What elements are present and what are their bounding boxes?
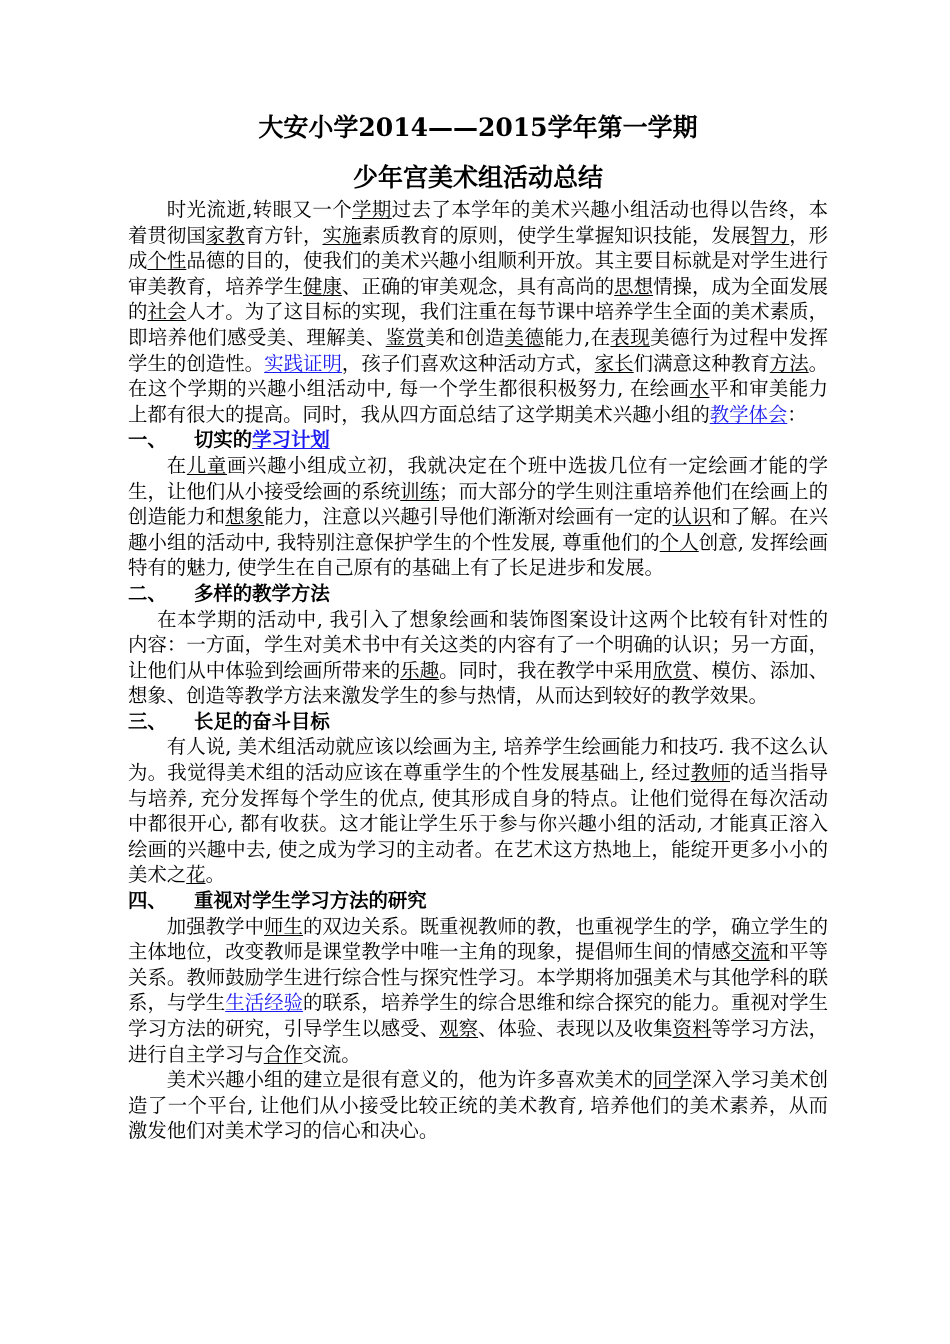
- keyword-link[interactable]: 个性: [147, 249, 187, 273]
- keyword-link[interactable]: 学期: [352, 198, 392, 221]
- section-number: 三、: [128, 709, 167, 733]
- document-page: [128, 112, 828, 1144]
- keyword-link[interactable]: 智力: [750, 223, 790, 247]
- text-run: 和了解。在兴趣小组的活动中, 我特别注意保护学生的个性发展, 尊重他们的: [128, 505, 829, 554]
- keyword-link[interactable]: 健康: [303, 274, 342, 298]
- keyword-link[interactable]: 交流: [730, 940, 770, 964]
- text-run: 、模仿、添加、想象、创造等教学方法来激发学生的参与热情，从而达到较好的教学效果。: [128, 658, 829, 708]
- text-run: 的联系，培养学生的综合思维和综合探究的能力。重视对学生学习方法的研究，引导学生以感受、: [128, 991, 829, 1040]
- section-1-paragraph: [128, 453, 828, 581]
- hyperlink-life-experience[interactable]: 生活经验: [225, 991, 304, 1015]
- text-run: 品德的目的，使我们的美术兴趣小组顺利开放。其主要目标就是对学生进行审美教育，培养学生: [128, 249, 829, 298]
- text-run: 深入学习美术创造了一个平台, 让他们从小接受比较正统的美术教育, 培养他们的美术素养，从而激发他们对美术学习的信心和决心。: [128, 1068, 829, 1143]
- text-run: 画兴趣小组成立初，我就决定在个班中选拔几位有一定绘画才能的学生，让他们从小接受绘画的系统: [128, 453, 829, 503]
- text-run: 过去了本学年的美术兴趣小组活动也得以告终，本着贯彻国: [128, 198, 829, 247]
- section-heading-3: [128, 709, 828, 735]
- keyword-link[interactable]: 美德: [504, 325, 545, 349]
- text-run: 和平等关系。教师鼓励学生进行综合性与探究性学习。本学期将加强美术与其他学科的联系，与学生: [128, 940, 829, 1015]
- keyword-link[interactable]: 想象: [225, 505, 265, 529]
- text-run: 有人说, 美术组活动就应该以绘画为主, 培养学生绘画能力和技巧. 我不这么认为。我觉得美术组的活动应该在尊重学生的个性发展基础上, 经过: [128, 735, 828, 785]
- keyword-link[interactable]: 个人: [659, 530, 699, 554]
- keyword-link[interactable]: 认识: [672, 505, 712, 529]
- text-run: 创意, 发挥绘画特有的魅力, 使学生在自己原有的基础上有了长足进步和发展。: [128, 530, 829, 580]
- text-run: 、体验、表现以及收集: [478, 1017, 673, 1040]
- keyword-link[interactable]: 训练: [400, 479, 440, 503]
- text-run: 。在这个学期的兴趣小组活动中, 每一个学生都很积极努力, 在绘画: [128, 351, 829, 401]
- text-run: 能力,在: [544, 325, 611, 349]
- section-number: 二、: [128, 581, 167, 605]
- text-run: 美术兴趣小组的建立是很有意义的，他为许多喜欢美术的: [166, 1068, 654, 1092]
- keyword-link[interactable]: 方法: [769, 351, 809, 375]
- section-4-paragraph: [128, 914, 828, 1068]
- keyword-link[interactable]: 欣赏: [653, 658, 692, 682]
- text-run: 在: [166, 453, 187, 477]
- keyword-link[interactable]: 儿童: [186, 453, 227, 477]
- text-run: 美和创造: [425, 325, 505, 349]
- hyperlink-practice-proof[interactable]: 实践证明: [264, 351, 342, 375]
- keyword-link[interactable]: 表现: [610, 325, 651, 349]
- keyword-link[interactable]: 同学: [653, 1068, 692, 1092]
- text-run: 、正确的审美观念，具有高尚的: [341, 274, 615, 298]
- keyword-link[interactable]: 鉴赏: [385, 325, 426, 349]
- keyword-link[interactable]: 家长: [594, 351, 634, 375]
- section-number: 四、: [128, 889, 167, 913]
- hyperlink-teaching-experience[interactable]: 教学体会: [709, 402, 788, 426]
- text-run: 的适当指导与培养, 充分发挥每个学生的优点, 使其形成自身的特点。让他们觉得在每次活动中都很开心, 都有收获。这才能让学生乐于参与你兴趣小组的活动, 才能真正溶入绘画的兴趣中去, 使之成为学习的主动者。在艺术这方热地上，能绽开更多小小的美术之: [128, 761, 829, 887]
- hyperlink-study-plan[interactable]: 学习计划: [252, 428, 330, 452]
- keyword-link[interactable]: 资料: [672, 1017, 712, 1040]
- text-run: ；而大部分的学生则注重培养他们在绘画上的创造能力和: [128, 479, 829, 529]
- section-2-paragraph: [128, 607, 828, 709]
- text-run: 的双边关系。既重视教师的教，也重视学生的学，确立学生的主体地位，改变教师是课堂教学中唯一主角的现象，提倡师生间的情感: [128, 914, 829, 964]
- text-run: 平和审美能力上都有很大的提高。同时，我从四方面总结了这学期美术兴趣小组的: [128, 377, 829, 426]
- section-title: 切实的: [194, 428, 253, 452]
- keyword-link[interactable]: 社会: [147, 300, 187, 324]
- text-run: 人才。为了这目标的实现，我们注重在每节课中培养学生全面的美术素质，即培养他们感受美、理解美、: [128, 300, 829, 349]
- text-run: ，形成: [128, 223, 829, 273]
- section-heading-1: [128, 427, 828, 453]
- keyword-link[interactable]: 家教: [205, 223, 245, 247]
- text-run: ，孩子们喜欢这种活动方式，: [341, 351, 595, 375]
- section-3-paragraph: [128, 734, 828, 888]
- text-run: 美德行为过程中发挥学生的创造性。: [128, 325, 829, 375]
- keyword-link[interactable]: 水: [689, 377, 710, 401]
- text-run: ：: [787, 402, 807, 426]
- closing-paragraph: [128, 1067, 828, 1144]
- keyword-link[interactable]: 师生: [264, 914, 303, 938]
- text-run: 素质教育的原则，使学生掌握知识技能，发展: [361, 223, 751, 247]
- keyword-link[interactable]: 乐趣: [400, 658, 440, 682]
- document-title: 大安小学2014——2015学年第一学期: [258, 113, 698, 142]
- section-title: 长足的奋斗目标: [194, 709, 330, 733]
- keyword-link[interactable]: 教师: [690, 761, 731, 785]
- text-run: 交流。: [302, 1042, 361, 1066]
- keyword-link[interactable]: 花: [186, 863, 206, 887]
- section-heading-2: [128, 581, 828, 607]
- text-run: 育方针，: [244, 223, 323, 247]
- text-run: 。: [205, 863, 225, 887]
- text-run: 加强教学中: [166, 914, 265, 938]
- keyword-link[interactable]: 合作: [263, 1042, 303, 1066]
- text-run: 能力，注意以兴趣引导他们渐渐对绘画有一定的: [264, 505, 673, 529]
- keyword-link[interactable]: 实施: [322, 223, 362, 247]
- keyword-link[interactable]: 思想: [614, 274, 654, 298]
- text-run: 。同时，我在教学中采用: [439, 658, 654, 682]
- intro-paragraph: [128, 197, 828, 427]
- text-run: 在本学期的活动中, 我引入了想象绘画和装饰图案设计这两个比较有针对性的内容：一方面，学生对美术书中有关这类的内容有了一个明确的认识；另一方面，让他们从中体验到绘画所带来的: [128, 607, 828, 682]
- section-title: 重视对学生学习方法的研究: [194, 889, 427, 913]
- text-run: 时光流逝,转眼又一个: [166, 198, 353, 221]
- section-heading-4: [128, 888, 828, 914]
- text-run: 情操，成为全面发展的: [128, 274, 829, 324]
- section-number: 一、: [128, 428, 167, 452]
- document-subtitle: 少年宫美术组活动总结: [352, 163, 603, 192]
- keyword-link[interactable]: 观察: [439, 1017, 479, 1040]
- text-run: 等学习方法，进行自主学习与: [128, 1017, 829, 1066]
- section-title: 多样的教学方法: [194, 581, 330, 605]
- text-run: 们满意这种教育: [633, 351, 770, 375]
